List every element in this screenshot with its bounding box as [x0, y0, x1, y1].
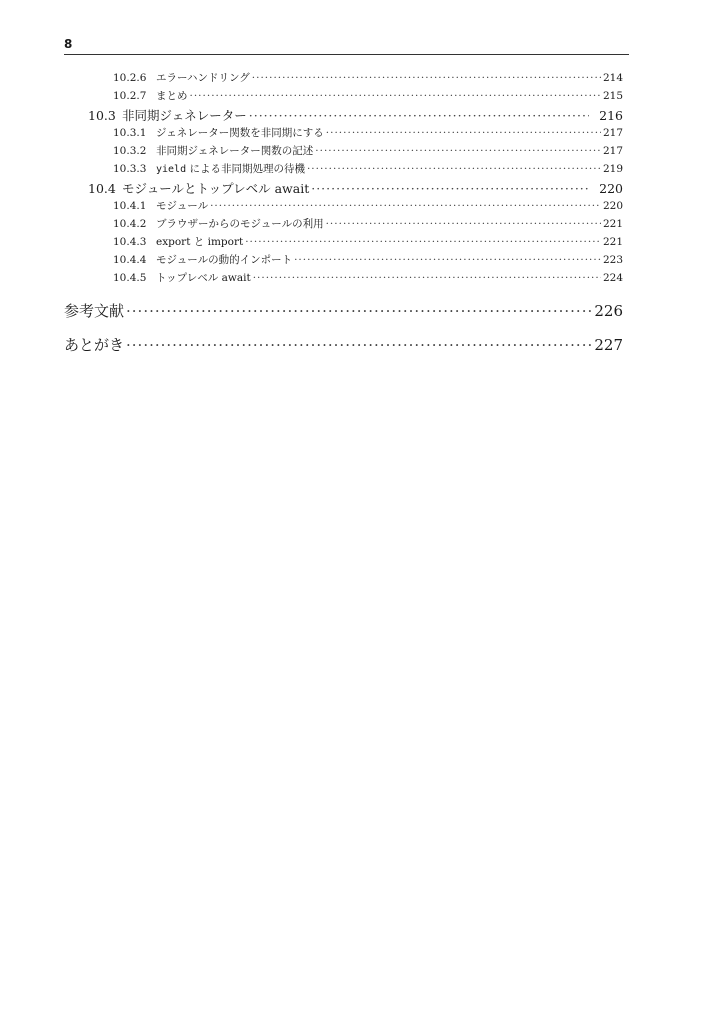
toc-entry-number: 10.4.1 [113, 200, 147, 212]
toc-entry-number: 10.2.7 [113, 90, 147, 102]
toc-entry-page: 215 [602, 90, 623, 102]
toc-entry-number: 10.3 [88, 108, 116, 123]
toc-entry-number: 10.4.2 [113, 218, 147, 230]
toc-entry-number: 10.4.4 [113, 254, 147, 266]
toc-entry-title: 非同期ジェネレーター [122, 108, 247, 123]
header-rule [64, 54, 629, 55]
toc-entry-number: 10.2.6 [113, 72, 147, 84]
toc-entry-page: 226 [594, 302, 623, 320]
toc-entry[interactable] [113, 88, 623, 103]
page-number: 8 [64, 37, 73, 51]
toc-entry-page: 227 [594, 336, 623, 354]
toc-entry-number: 10.4.5 [113, 272, 147, 284]
toc-leader [307, 163, 601, 175]
toc-entry-title: モジュールとトップレベル await [122, 181, 310, 196]
toc-leader [249, 108, 589, 123]
toc-entry-code: yield [156, 164, 187, 175]
toc-entry[interactable] [113, 252, 623, 267]
toc-leader [126, 302, 592, 320]
toc-entry-page: 221 [602, 218, 623, 230]
toc-entry-title: 参考文献 [64, 302, 125, 320]
toc-entry-title: export と import [156, 236, 244, 248]
toc-entry-title-text: による非同期処理の待機 [189, 163, 305, 175]
toc-entry-title: モジュール [156, 200, 209, 212]
toc-entry-page: 221 [602, 236, 623, 248]
toc-entry-title [156, 161, 305, 176]
toc-entry-number: 10.3.2 [113, 145, 147, 157]
toc-entry[interactable] [113, 270, 623, 285]
toc-entry-number: 10.4 [88, 181, 116, 196]
toc-entry[interactable] [113, 216, 623, 231]
toc-entry-page: 217 [602, 145, 623, 157]
toc-entry-number: 10.3.3 [113, 163, 147, 175]
toc-entry-number: 10.3.1 [113, 127, 147, 139]
toc-leader [253, 272, 601, 284]
toc-leader [190, 90, 601, 102]
toc-leader [315, 145, 601, 157]
toc-entry-chapter[interactable] [64, 300, 623, 321]
toc-leader [210, 200, 601, 212]
toc-entry-chapter[interactable] [64, 334, 623, 355]
toc-entry-page: 219 [602, 163, 623, 175]
toc-entry[interactable] [113, 234, 623, 249]
toc-leader [245, 236, 601, 248]
toc-entry-title: エラーハンドリング [156, 72, 250, 84]
toc-leader [311, 181, 589, 196]
toc-entry-page: 216 [599, 108, 623, 123]
toc-leader [252, 72, 601, 84]
toc-entry-title: ジェネレーター関数を非同期にする [156, 127, 324, 139]
toc-entry[interactable] [113, 143, 623, 158]
toc-entry-page: 223 [602, 254, 623, 266]
toc-leader [294, 254, 601, 266]
toc-entry-number: 10.4.3 [113, 236, 147, 248]
toc-entry-page: 220 [602, 200, 623, 212]
toc-entry-page: 214 [602, 72, 623, 84]
toc-entry[interactable] [113, 125, 623, 140]
toc-entry[interactable] [88, 179, 623, 197]
toc-entry-title: あとがき [64, 336, 125, 354]
toc-leader [326, 218, 601, 230]
toc-leader [126, 336, 592, 354]
toc-entry[interactable] [113, 161, 623, 176]
toc-entry[interactable] [113, 70, 623, 85]
toc-entry[interactable] [88, 106, 623, 124]
toc-entry-title: ブラウザーからのモジュールの利用 [156, 218, 324, 230]
toc-entry[interactable] [113, 198, 623, 213]
toc-entry-page: 224 [602, 272, 623, 284]
toc-entry-page: 220 [599, 181, 623, 196]
toc-entry-title: モジュールの動的インポート [156, 254, 293, 266]
toc-entry-title: 非同期ジェネレーター関数の記述 [156, 145, 314, 157]
toc-entry-title: トップレベル await [156, 272, 251, 284]
toc-leader [326, 127, 601, 139]
toc-entry-page: 217 [602, 127, 623, 139]
toc-entry-title: まとめ [156, 90, 188, 102]
